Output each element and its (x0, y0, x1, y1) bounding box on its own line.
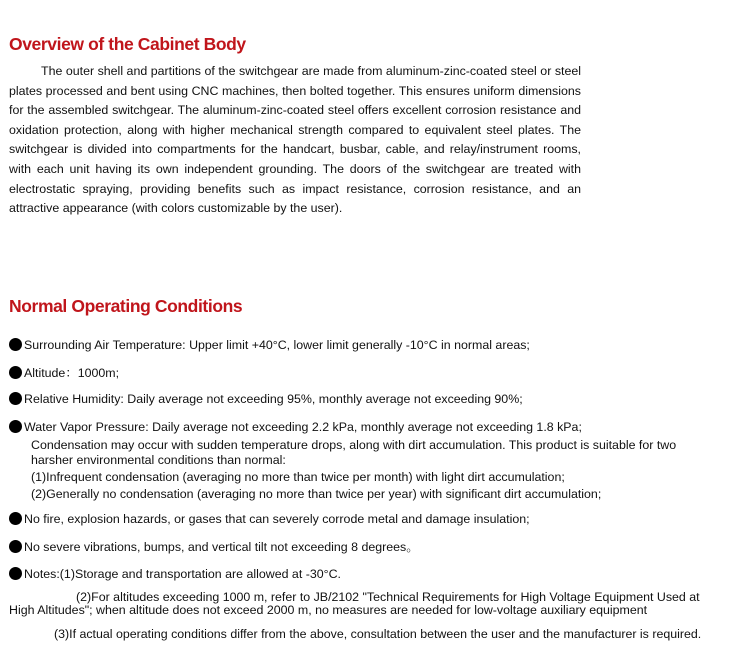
list-item-text: Surrounding Air Temperature: Upper limit +40°C, lower limit generally -10°C in normal areas; (24, 338, 530, 352)
list-item-text: Water Vapor Pressure: Daily average not exceeding 2.2 kPa, monthly average not exceeding 1.8 kPa; (24, 420, 582, 434)
list-item-vapor-pressure (9, 420, 582, 434)
bullet-icon (9, 392, 22, 405)
bullet-icon (9, 420, 22, 433)
list-item-temperature (9, 338, 530, 352)
note-2-line-1: (2)For altitudes exceeding 1000 m, refer to JB/2102 "Technical Requirements for High Voltage Equipment Used at (76, 590, 700, 604)
list-item-vibration (9, 540, 419, 554)
list-item-humidity (9, 392, 523, 406)
bullet-icon (9, 540, 22, 553)
bullet-icon (9, 512, 22, 525)
vapor-note-line-1: Condensation may occur with sudden temperature drops, along with dirt accumulation. This product is suitable for two (31, 438, 677, 452)
list-item-fire (9, 512, 530, 526)
list-item-text: No severe vibrations, bumps, and vertical tilt not exceeding 8 degrees。 (24, 540, 419, 554)
cabinet-body-paragraph: The outer shell and partitions of the switchgear are made from aluminum-zinc-coated steel or steel plates processed and bent using CNC machines, then bolted together. This ensures uniform dimensions for the assembled switchgear. The aluminum-zinc-coated steel offers excellent corrosion resistance and oxidation protection, along with higher mechanical strength compared to equivalent steel plates. The switchgear is divided into compartments for the handcart, busbar, cable, and relay/instrument rooms, with each unit having its own independent grounding. The doors of the switchgear are treated with electrostatic spraying, providing benefits such as impact resistance, corrosion resistance, and an attractive appearance (with colors customizable by the user). (9, 64, 581, 216)
vapor-condition-2: (2)Generally no condensation (averaging no more than twice per year) with significant dirt accumulation; (31, 487, 602, 501)
list-item-text: Relative Humidity: Daily average not exceeding 95%, monthly average not exceeding 90%; (24, 392, 523, 406)
list-item-notes (9, 567, 341, 581)
section-title-operating-conditions: Normal Operating Conditions (9, 296, 243, 316)
section-title-cabinet-body: Overview of the Cabinet Body (9, 34, 246, 54)
bullet-icon (9, 338, 22, 351)
note-2-line-2: High Altitudes"; when altitude does not exceed 2000 m, no measures are needed for low-voltage auxiliary equipment (9, 603, 648, 617)
vapor-note-line-2: harsher environmental conditions than normal: (31, 453, 286, 467)
list-item-altitude (9, 366, 119, 380)
list-item-text: Notes:(1)Storage and transportation are allowed at -30°C. (24, 567, 341, 581)
note-3: (3)If actual operating conditions differ from the above, consultation between the user and the manufacturer is required. (54, 627, 702, 641)
vapor-condition-1: (1)Infrequent condensation (averaging no more than twice per month) with light dirt accumulation; (31, 470, 565, 484)
bullet-icon (9, 567, 22, 580)
bullet-icon (9, 366, 22, 379)
list-item-text: Altitude：1000m; (24, 366, 120, 380)
list-item-text: No fire, explosion hazards, or gases that can severely corrode metal and damage insulation; (24, 512, 530, 526)
